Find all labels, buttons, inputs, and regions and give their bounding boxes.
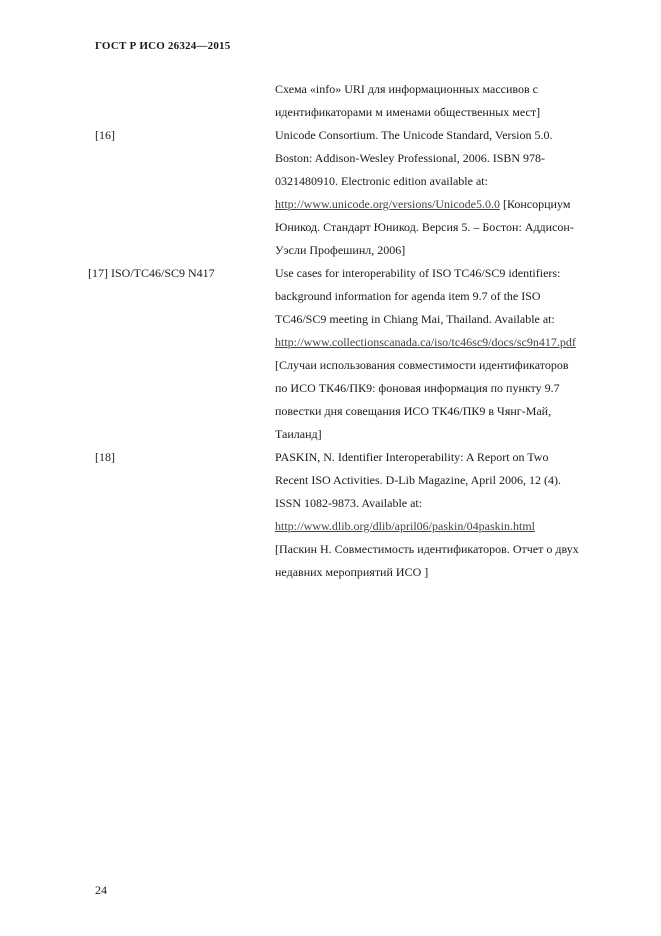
entry-line: Юникод. Стандарт Юникод. Версия 5. – Бостон: Аддисон- bbox=[275, 220, 574, 234]
entry-label: [18] bbox=[95, 450, 115, 464]
entry-line: идентификаторами м именами общественных мест] bbox=[275, 105, 541, 119]
bibliography-entry-17 bbox=[0, 262, 661, 446]
entry-link[interactable]: http://www.collectionscanada.ca/iso/tc46sc9/docs/sc9n417.pdf bbox=[275, 335, 576, 349]
entry-link[interactable]: http://www.unicode.org/versions/Unicode5.0.0 bbox=[275, 197, 500, 211]
entry-line: Boston: Addison-Wesley Professional, 2006. ISBN 978- bbox=[275, 151, 546, 165]
entry-line: background information for agenda item 9.7 of the ISO bbox=[275, 289, 541, 303]
bibliography-list bbox=[0, 78, 661, 584]
entry-line: Таиланд] bbox=[275, 427, 322, 441]
entry-line: TC46/SC9 meeting in Chiang Mai, Thailand. Available at: bbox=[275, 312, 555, 326]
entry-line: [Случаи использования совместимости идентификаторов bbox=[275, 358, 569, 372]
entry-line: Unicode Consortium. The Unicode Standard, Version 5.0. bbox=[275, 128, 553, 142]
entry-line: 0321480910. Electronic edition available at: bbox=[275, 174, 488, 188]
entry-link[interactable]: http://www.dlib.org/dlib/april06/paskin/04paskin.html bbox=[275, 519, 535, 533]
entry-label: [16] bbox=[95, 128, 115, 142]
bibliography-entry-16 bbox=[0, 124, 661, 262]
entry-link-suffix: [Консорциум bbox=[499, 197, 571, 211]
entry-line: по ИСО ТК46/ПК9: фоновая информация по пункту 9.7 bbox=[275, 381, 560, 395]
entry-line: [Паскин Н. Совместимость идентификаторов. Отчет о двух bbox=[275, 542, 579, 556]
entry-line: недавних мероприятий ИСО ] bbox=[275, 565, 429, 579]
entry-line: PASKIN, N. Identifier Interoperability: A Report on Two bbox=[275, 450, 549, 464]
entry-line: ISSN 1082-9873. Available at: bbox=[275, 496, 423, 510]
bibliography-entry-18 bbox=[0, 446, 661, 584]
entry-label: [17] ISO/TC46/SC9 N417 bbox=[88, 266, 215, 280]
entry-line-with-link bbox=[275, 331, 620, 354]
entry-line: Схема «info» URI для информационных массивов с bbox=[275, 82, 538, 96]
entry-line: Recent ISO Activities. D-Lib Magazine, April 2006, 12 (4). bbox=[275, 473, 561, 487]
entry-line: повестки дня совещания ИСО ТК46/ПК9 в Чянг-Май, bbox=[275, 404, 552, 418]
entry-line-with-link bbox=[275, 193, 620, 216]
entry-line: Use cases for interoperability of ISO TC46/SC9 identifiers: bbox=[275, 266, 561, 280]
entry-line: Уэсли Профешинл, 2006] bbox=[275, 243, 406, 257]
page-number: 24 bbox=[95, 883, 107, 897]
entry-line-with-link bbox=[275, 515, 620, 538]
document-header: ГОСТ Р ИСО 26324—2015 bbox=[95, 40, 231, 52]
bibliography-entry-continuation bbox=[0, 78, 661, 124]
